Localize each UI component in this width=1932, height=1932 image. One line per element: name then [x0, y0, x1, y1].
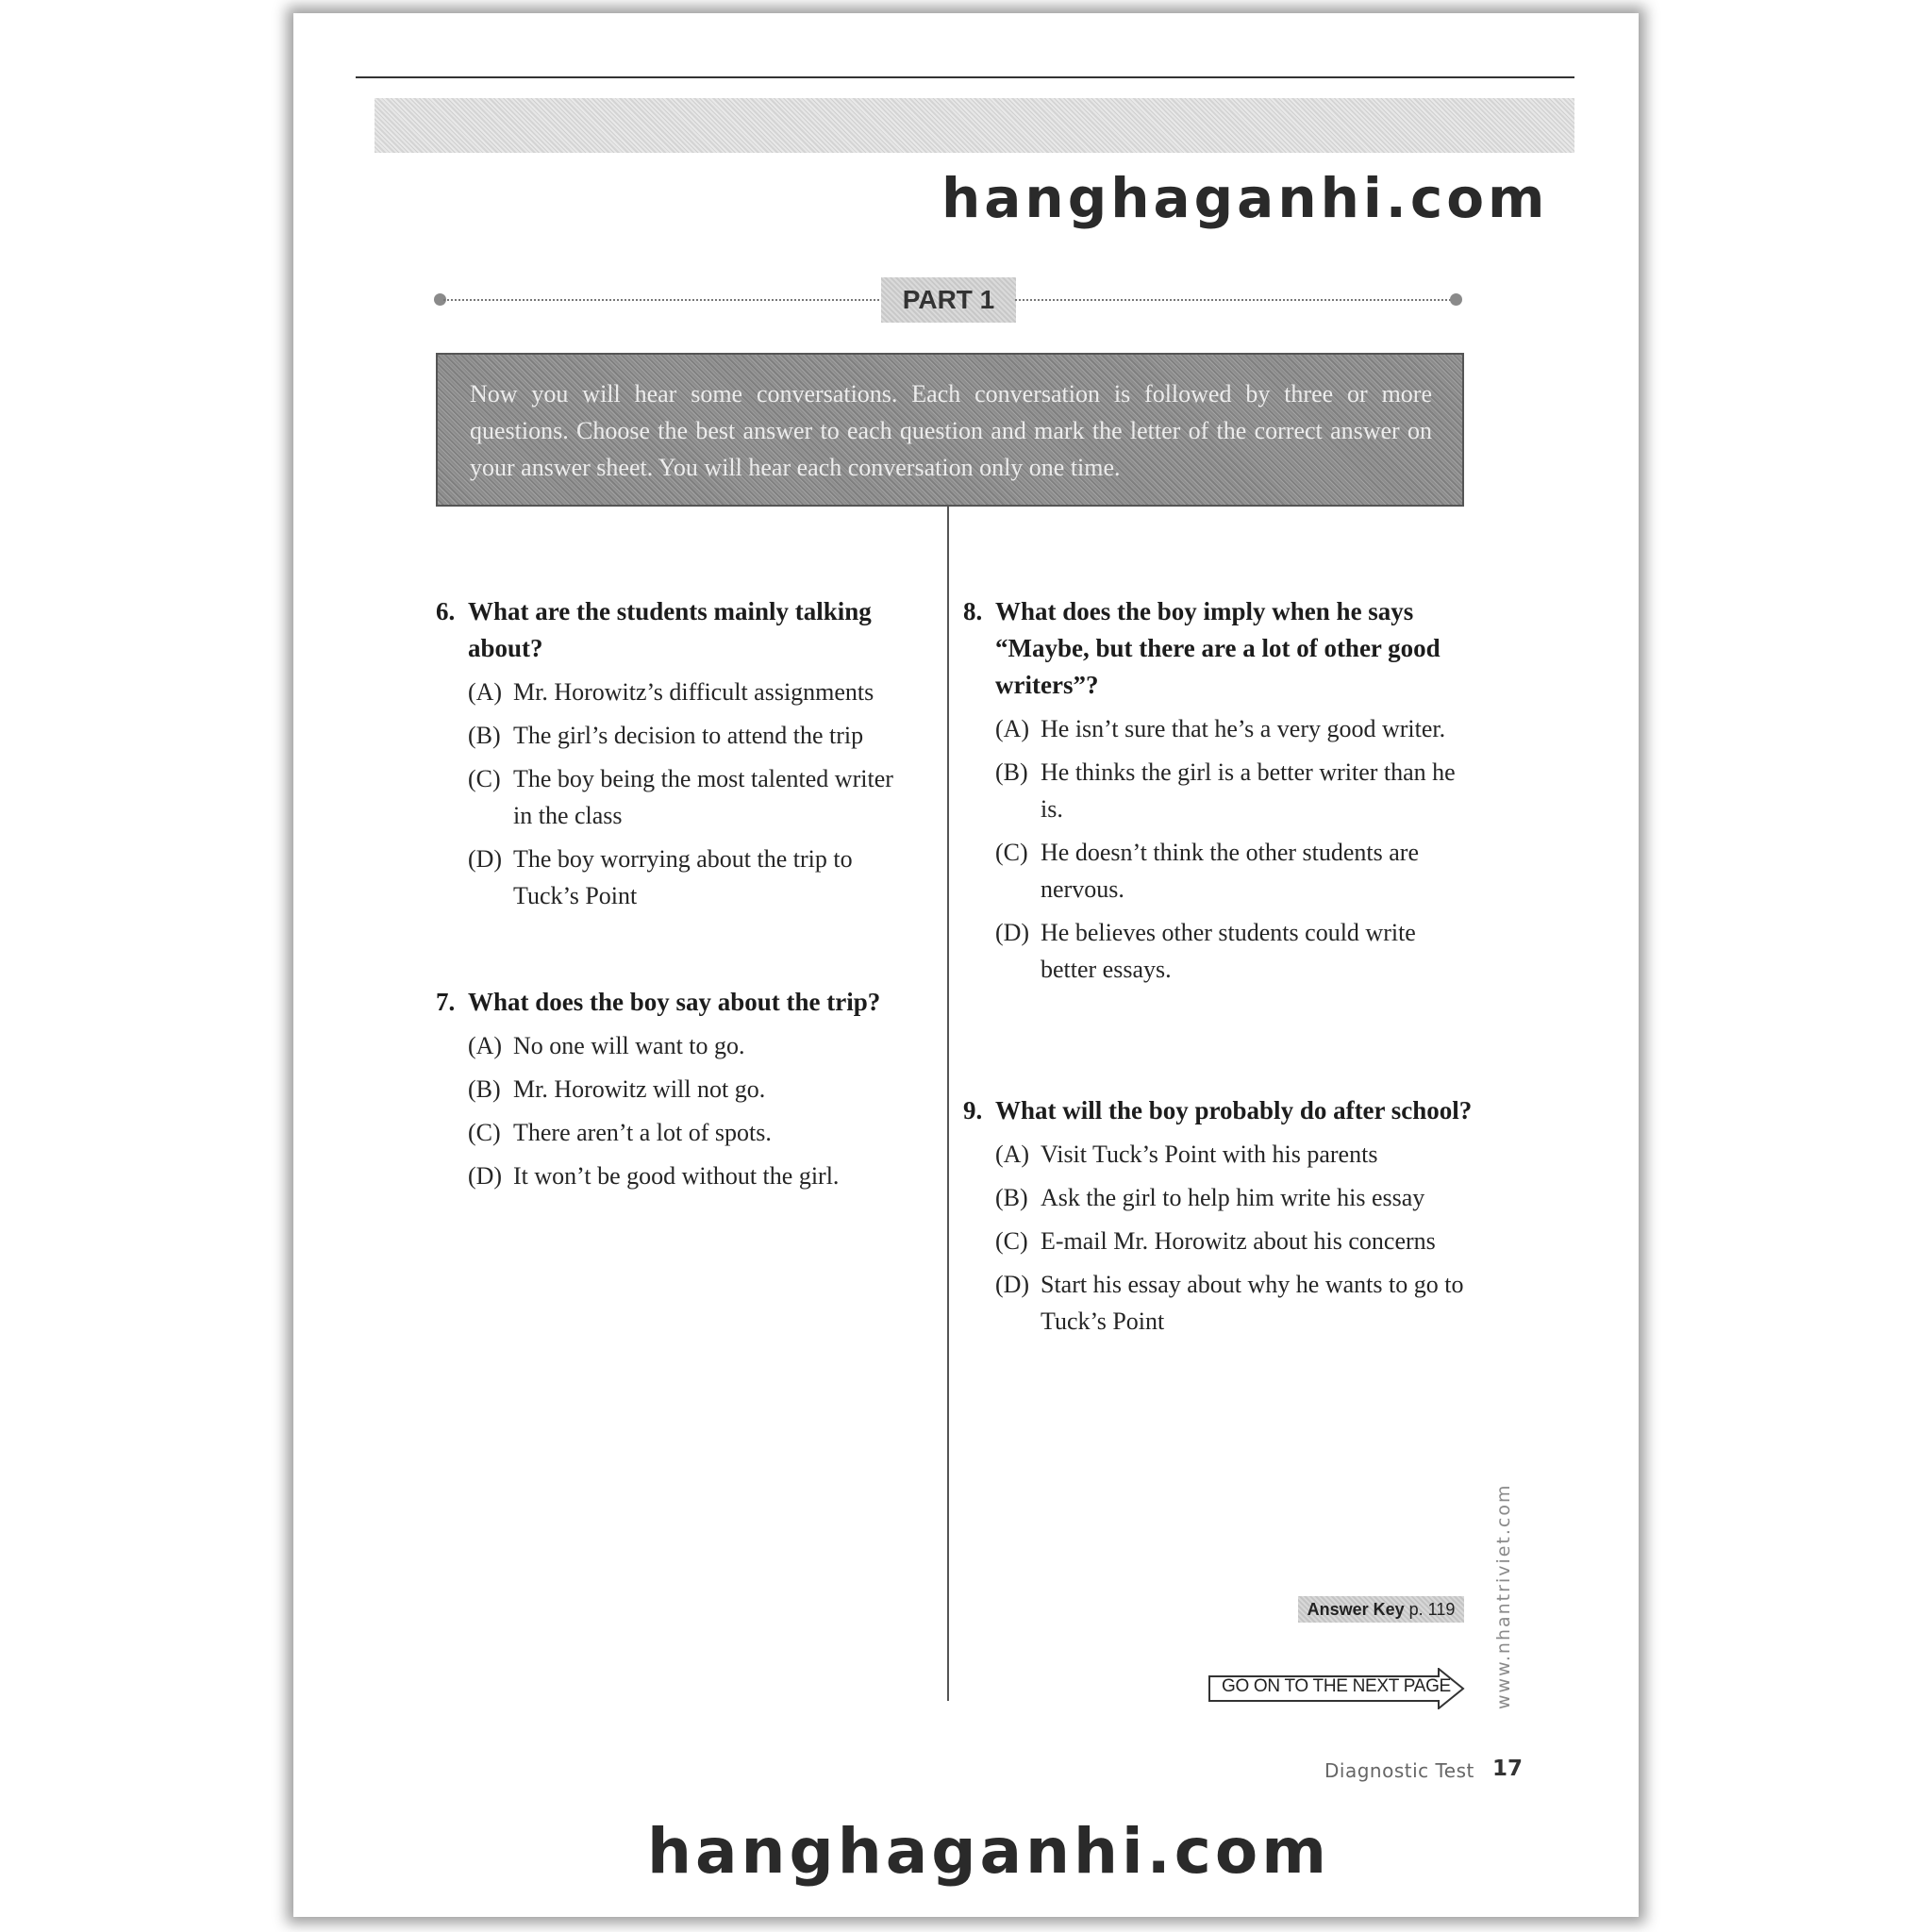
option-letter: (B) — [468, 1075, 501, 1103]
side-url: www.nhantriviet.com — [1493, 1483, 1514, 1709]
answer-option — [468, 1114, 917, 1151]
question-text: What does the boy imply when he says “Maybe, but there are a lot of other good writers”? — [995, 597, 1441, 699]
option-text: He isn’t sure that he’s a very good writer. — [1041, 715, 1446, 742]
part-line-left — [443, 299, 883, 301]
next-page-arrow — [1208, 1668, 1465, 1709]
answer-option — [995, 1266, 1473, 1340]
answer-key-label: Answer Key — [1307, 1600, 1405, 1619]
option-letter: (D) — [995, 919, 1030, 946]
answer-option — [468, 760, 917, 834]
option-text: There aren’t a lot of spots. — [513, 1119, 772, 1146]
footer-section-title: Diagnostic Test — [1324, 1759, 1474, 1782]
question-text: What are the students mainly talking about? — [468, 597, 872, 662]
answer-option — [995, 834, 1473, 908]
option-text: The girl’s decision to attend the trip — [513, 722, 864, 749]
option-text: Ask the girl to help him write his essay — [1041, 1184, 1425, 1211]
question-6 — [436, 593, 917, 914]
option-letter: (B) — [995, 758, 1028, 786]
option-text: Start his essay about why he wants to go to Tuck’s Point — [1041, 1271, 1464, 1335]
option-letter: (A) — [995, 1141, 1030, 1168]
option-letter: (A) — [468, 678, 503, 706]
part-line-right — [1015, 299, 1455, 301]
option-letter: (D) — [468, 1162, 503, 1190]
answer-option — [468, 1071, 917, 1108]
question-7 — [436, 984, 917, 1194]
option-text: Visit Tuck’s Point with his parents — [1041, 1141, 1378, 1168]
answer-key-badge — [1298, 1596, 1464, 1623]
column-divider — [947, 507, 949, 1701]
answer-key-page: p. 119 — [1408, 1600, 1456, 1619]
option-text: Mr. Horowitz will not go. — [513, 1075, 766, 1103]
answer-option — [995, 1223, 1473, 1259]
part-label: PART 1 — [881, 277, 1016, 323]
answer-option — [995, 914, 1473, 988]
option-text: Mr. Horowitz’s difficult assignments — [513, 678, 874, 706]
option-letter: (B) — [468, 722, 501, 749]
option-letter: (D) — [468, 845, 503, 873]
answer-option — [468, 674, 917, 710]
answer-option — [468, 717, 917, 754]
watermark-bottom: hanghaganhi.com — [647, 1815, 1330, 1888]
part-line-right-dot — [1450, 293, 1462, 306]
answer-option — [995, 1136, 1473, 1173]
option-text: He believes other students could write better essays. — [1041, 919, 1416, 983]
watermark-top: hanghaganhi.com — [941, 166, 1549, 230]
question-number: 8. — [963, 597, 983, 625]
answer-option — [468, 1158, 917, 1194]
header-band — [375, 98, 1574, 153]
option-letter: (C) — [468, 1119, 501, 1146]
option-letter: (A) — [995, 715, 1030, 742]
answer-option — [468, 841, 917, 914]
question-text: What will the boy probably do after school? — [995, 1096, 1473, 1124]
question-8 — [963, 593, 1473, 988]
question-number: 9. — [963, 1096, 983, 1124]
option-letter: (C) — [995, 1227, 1028, 1255]
header-rule — [356, 76, 1574, 78]
question-number: 6. — [436, 597, 456, 625]
option-text: He thinks the girl is a better writer than he is. — [1041, 758, 1456, 823]
answer-option — [995, 1179, 1473, 1216]
option-text: It won’t be good without the girl. — [513, 1162, 840, 1190]
footer-page-number: 17 — [1492, 1757, 1524, 1781]
next-page-label: GO ON TO THE NEXT PAGE — [1222, 1676, 1451, 1696]
option-letter: (C) — [995, 839, 1028, 866]
instructions-box — [436, 353, 1464, 507]
answer-option — [468, 1027, 917, 1064]
option-text: He doesn’t think the other students are nervous. — [1041, 839, 1419, 903]
option-text: The boy worrying about the trip to Tuck’s Point — [513, 845, 853, 909]
option-letter: (D) — [995, 1271, 1030, 1298]
instructions-text: Now you will hear some conversations. Each conversation is followed by three or more questions. Choose the best answer to each question and mark the letter of the correct answer on your answer sheet. You will hear each conversation only one time. — [470, 380, 1432, 481]
question-9 — [963, 1092, 1473, 1340]
question-text: What does the boy say about the trip? — [468, 988, 881, 1016]
option-letter: (C) — [468, 765, 501, 792]
option-text: The boy being the most talented writer in the class — [513, 765, 893, 829]
question-number: 7. — [436, 988, 456, 1016]
answer-option — [995, 710, 1473, 747]
option-letter: (A) — [468, 1032, 503, 1059]
option-text: No one will want to go. — [513, 1032, 745, 1059]
option-text: E-mail Mr. Horowitz about his concerns — [1041, 1227, 1436, 1255]
option-letter: (B) — [995, 1184, 1028, 1211]
answer-option — [995, 754, 1473, 827]
